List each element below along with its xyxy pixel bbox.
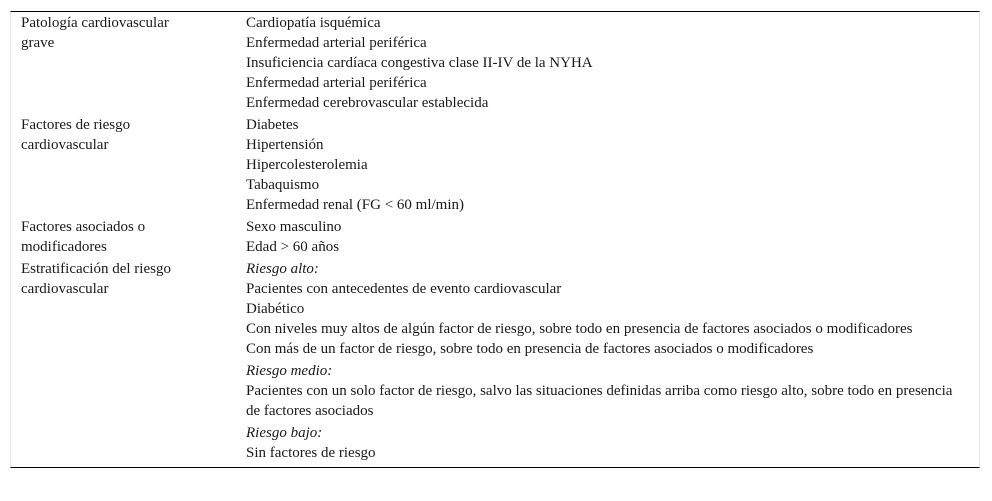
- table-row: [11, 259, 979, 463]
- table-row: [11, 115, 979, 215]
- row-values-cell: [246, 115, 979, 215]
- list-item: Sexo masculino: [246, 219, 342, 235]
- list-item: Sin factores de riesgo: [246, 445, 376, 461]
- row-values-cell: [246, 217, 979, 257]
- risk-group-heading: Riesgo alto:: [246, 261, 319, 277]
- risk-group-heading: Riesgo medio:: [246, 363, 333, 379]
- risk-group-heading: Riesgo bajo:: [246, 425, 323, 441]
- row-label-cell: [11, 115, 246, 215]
- list-item: Insuficiencia cardíaca congestiva clase II-IV de la NYHA: [246, 55, 593, 71]
- risk-table: [10, 11, 980, 468]
- list-item: Enfermedad renal (FG < 60 ml/min): [246, 197, 464, 213]
- row-values-cell: [246, 13, 979, 113]
- list-item: Con niveles muy altos de algún factor de riesgo, sobre todo en presencia de factores asociados o modificadores: [246, 321, 913, 337]
- row-label: Factores asociados o modificadores: [21, 219, 146, 255]
- list-item: Con más de un factor de riesgo, sobre todo en presencia de factores asociados o modificadores: [246, 341, 814, 357]
- list-item: Cardiopatía isquémica: [246, 15, 381, 31]
- list-item: Pacientes con un solo factor de riesgo, salvo las situaciones definidas arriba como riesgo alto, sobre todo en presencia de factores asociados: [246, 383, 953, 419]
- list-item: Enfermedad cerebrovascular establecida: [246, 95, 489, 111]
- row-label-cell: [11, 259, 246, 463]
- row-label: Factores de riesgo cardiovascular: [21, 117, 131, 153]
- list-item: Hipertensión: [246, 137, 324, 153]
- list-item: Tabaquismo: [246, 177, 320, 193]
- row-label: Patología cardiovascular grave: [21, 15, 169, 51]
- table-row: [11, 13, 979, 113]
- list-item: Pacientes con antecedentes de evento cardiovascular: [246, 281, 562, 297]
- list-item: Enfermedad arterial periférica: [246, 35, 427, 51]
- row-label: Estratificación del riesgo cardiovascular: [21, 261, 171, 297]
- list-item: Diabético: [246, 301, 305, 317]
- list-item: Hipercolesterolemia: [246, 157, 368, 173]
- list-item: Edad > 60 años: [246, 239, 340, 255]
- list-item: Enfermedad arterial periférica: [246, 75, 427, 91]
- row-values-cell: [246, 259, 979, 463]
- table-row: [11, 217, 979, 257]
- row-label-cell: [11, 217, 246, 257]
- list-item: Diabetes: [246, 117, 299, 133]
- row-label-cell: [11, 13, 246, 113]
